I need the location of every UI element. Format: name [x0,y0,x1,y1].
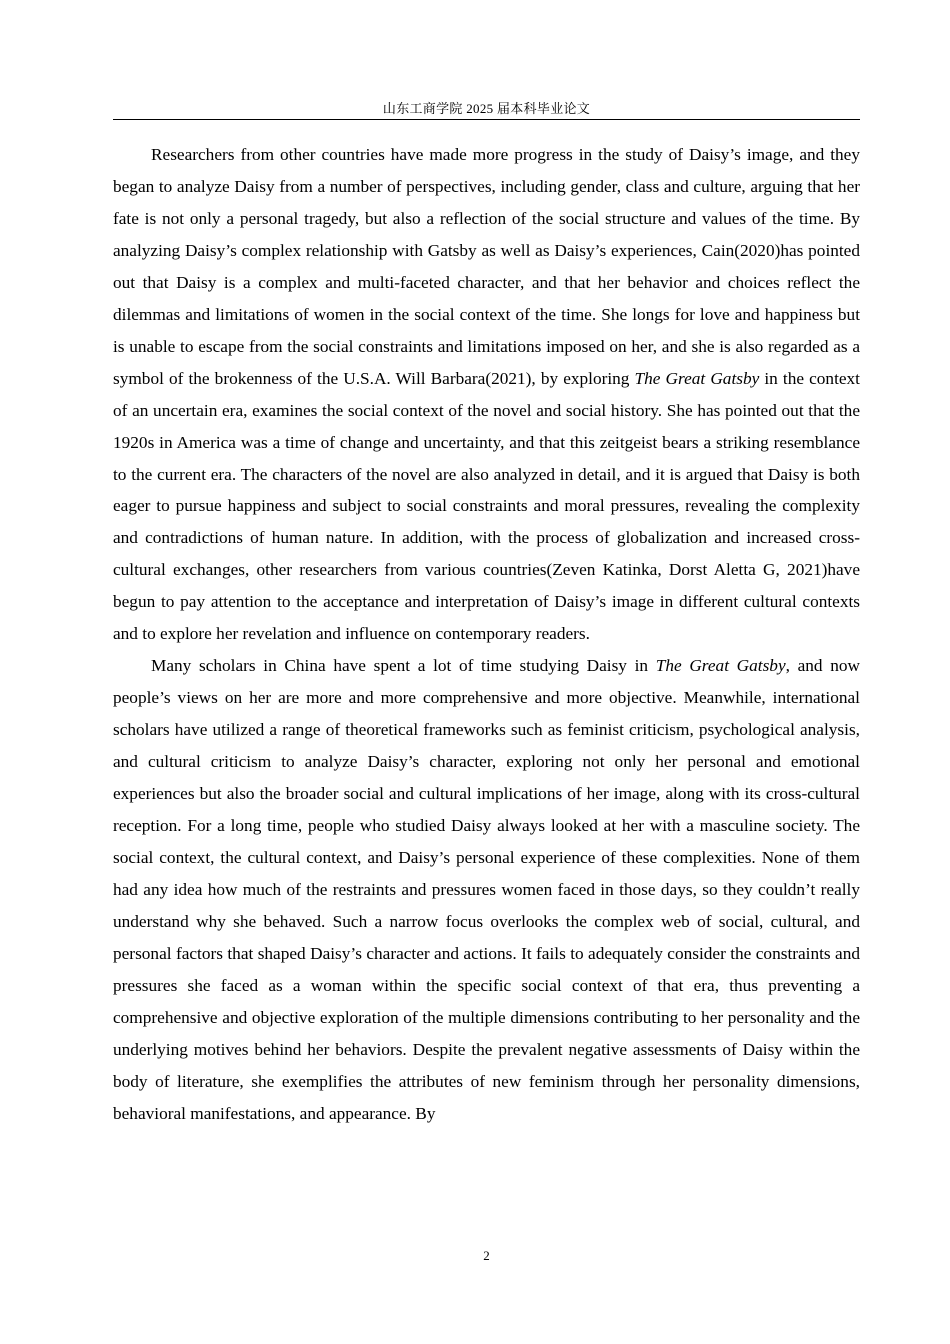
book-title-italic: The Great Gatsby [634,368,760,388]
running-header: 山东工商学院 2025 届本科毕业论文 [382,101,591,116]
header-divider [113,119,860,120]
page-number: 2 [483,1248,490,1263]
book-title-italic: The Great Gatsby [655,656,786,676]
paragraph-2 [113,650,860,1129]
body-text [113,139,860,1130]
text-segment: , and now people’s views on her are more and more comprehensive and more objective. Meanwhile, international scholars have utilized a range of theoretical frameworks such as feminist criticism, psychological analysis, and cultural criticism to analyze Daisy’s character, exploring not only her personal and emotional experiences but also the broader social and cultural implications of her image, along with its cross-cultural reception. For a long time, people who studied Daisy always looked at her with a masculine society. The social context, the cultural context, and Daisy’s personal experience of these complexities. None of them had any idea how much of the restraints and pressures women faced in those days, so they couldn’t really understand why she behaved. Such a narrow focus overlooks the complex web of social, cultural, and personal factors that shaped Daisy’s character and actions. It fails to adequately consider the constraints and pressures she faced as a woman within the specific social context of that era, thus preventing a comprehensive and objective exploration of the multiple dimensions contributing to her personality and the underlying motives behind her behaviors. Despite the prevalent negative assessments of Daisy within the body of literature, she exemplifies the attributes of new feminism through her personality dimensions, behavioral manifestations, and appearance. By [113,656,860,1123]
text-segment: Researchers from other countries have made more progress in the study of Daisy’s image, and they began to analyze Daisy from a number of perspectives, including gender, class and culture, arguing that her fate is not only a personal tragedy, but also a reflection of the social structure and values of the time. By analyzing Daisy’s complex relationship with Gatsby as well as Daisy’s experiences, Cain(2020)has pointed out that Daisy is a complex and multi-faceted character, and that her behavior and choices reflect the dilemmas and limitations of women in the social context of the time. She longs for love and happiness but is unable to escape from the social constraints and limitations imposed on her, and she is also regarded as a symbol of the brokenness of the U.S.A. Will Barbara(2021), by exploring [113,145,860,388]
text-segment: in the context of an uncertain era, examines the social context of the novel and social history. She has pointed out that the 1920s in America was a time of change and uncertainty, and that this zeitgeist bears a striking resemblance to the current era. The characters of the novel are also analyzed in detail, and it is argued that Daisy is both eager to pursue happiness and subject to social constraints and moral pressures, revealing the complexity and contradictions of human nature. In addition, with the process of globalization and increased cross-cultural exchanges, other researchers from various countries(Zeven Katinka, Dorst Aletta G, 2021)have begun to pay attention to the acceptance and interpretation of Daisy’s image in different cultural contexts and to explore her revelation and influence on contemporary readers. [113,368,860,644]
paragraph-1 [113,139,860,650]
text-segment: Many scholars in China have spent a lot of time studying Daisy in [151,656,656,676]
